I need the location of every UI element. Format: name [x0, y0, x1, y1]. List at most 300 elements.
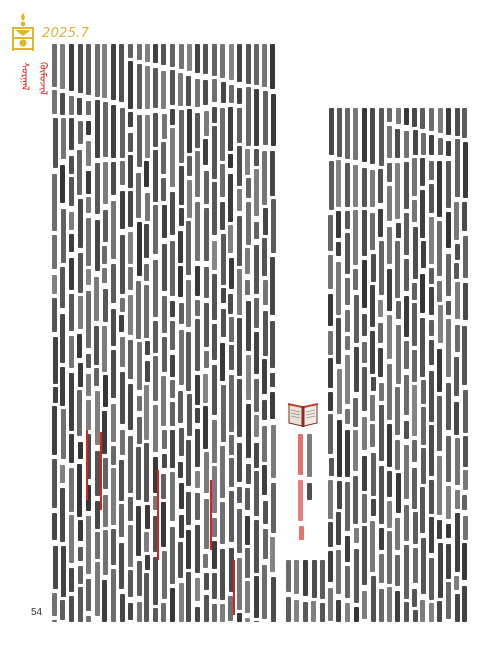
script-word: [245, 516, 250, 545]
script-word: [78, 296, 83, 329]
highlight-line: [100, 432, 102, 510]
script-word: [186, 440, 191, 486]
script-word: [78, 442, 83, 459]
script-word: [462, 543, 467, 580]
script-word: [413, 548, 418, 583]
script-word: [95, 532, 100, 559]
script-word: [420, 190, 425, 238]
script-word: [102, 326, 107, 372]
script-word: [328, 358, 333, 388]
script-word: [137, 602, 142, 622]
script-word: [69, 258, 74, 290]
script-word: [137, 561, 142, 596]
script-word: [462, 586, 467, 622]
script-word: [463, 470, 468, 490]
script-word: [354, 347, 359, 392]
script-word: [119, 460, 124, 501]
script-word: [345, 409, 350, 424]
script-word: [53, 546, 58, 589]
script-word: [86, 579, 91, 611]
script-word: [220, 549, 225, 600]
script-word: [195, 266, 200, 296]
script-word: [262, 44, 267, 87]
script-word: [286, 597, 291, 622]
script-word: [455, 244, 460, 260]
script-word: [286, 560, 291, 592]
script-word: [454, 357, 459, 396]
script-word: [69, 434, 74, 463]
script-word: [237, 216, 242, 266]
script-word: [270, 321, 275, 368]
script-word: [254, 169, 259, 216]
script-word: [86, 101, 91, 115]
script-word: [438, 305, 443, 343]
script-word: [254, 149, 259, 166]
script-word: [420, 318, 425, 377]
script-word: [270, 151, 275, 196]
script-word: [86, 171, 91, 194]
script-word: [387, 364, 392, 420]
script-word: [120, 108, 125, 158]
script-word: [178, 391, 183, 423]
script-word: [153, 321, 158, 353]
script-word: [438, 138, 443, 155]
script-word: [446, 319, 451, 377]
script-word: [312, 560, 317, 598]
script-word: [370, 331, 375, 374]
script-word: [195, 151, 200, 197]
script-word: [246, 404, 251, 458]
script-word: [362, 367, 367, 411]
script-word: [128, 570, 133, 597]
script-word: [421, 380, 426, 404]
script-word: [336, 242, 341, 256]
script-word: [429, 480, 434, 514]
script-word: [379, 108, 384, 166]
script-word: [119, 315, 124, 332]
script-word: [144, 161, 149, 187]
script-word: [370, 395, 375, 421]
script-word: [262, 151, 267, 205]
script-word: [195, 493, 200, 520]
script-word: [404, 421, 409, 439]
highlight-line: [86, 430, 88, 500]
script-word: [362, 260, 367, 308]
script-word: [220, 604, 225, 622]
script-word: [77, 390, 82, 436]
script-word: [329, 108, 334, 155]
script-word: [378, 169, 383, 203]
script-word: [454, 576, 459, 590]
script-word: [229, 44, 234, 80]
script-word: [86, 44, 91, 95]
script-word: [246, 355, 251, 400]
script-word: [229, 458, 234, 487]
script-word: [102, 268, 107, 283]
script-word: [362, 314, 367, 336]
script-word: [254, 443, 259, 468]
script-word: [271, 199, 276, 253]
script-word: [77, 150, 82, 195]
script-word: [170, 44, 175, 67]
script-word: [144, 224, 149, 258]
script-word: [103, 162, 108, 204]
script-word: [404, 213, 409, 255]
script-word: [204, 267, 209, 298]
script-word: [379, 405, 384, 461]
script-word: [86, 141, 91, 166]
script-word: [137, 396, 142, 411]
script-word: [254, 245, 259, 294]
script-word: [212, 241, 217, 270]
script-word: [412, 440, 417, 462]
script-word: [429, 517, 434, 553]
script-word: [153, 405, 158, 452]
script-word: [387, 501, 392, 528]
script-word: [387, 531, 392, 584]
script-word: [404, 259, 409, 291]
script-word: [187, 44, 192, 71]
script-word: [245, 280, 250, 295]
script-word: [144, 385, 149, 440]
script-word: [170, 241, 175, 296]
script-word: [120, 372, 125, 424]
script-word: [412, 589, 417, 607]
script-word: [455, 594, 460, 622]
script-word: [396, 473, 401, 513]
script-word: [446, 254, 451, 296]
script-word: [161, 44, 166, 65]
script-word: [187, 180, 192, 218]
script-word: [463, 436, 468, 467]
script-word: [245, 548, 250, 578]
script-word: [61, 546, 66, 597]
script-word: [404, 445, 409, 499]
script-word: [396, 325, 401, 384]
script-word: [86, 374, 91, 396]
script-word: [262, 400, 267, 420]
script-word: [237, 269, 242, 315]
script-word: [387, 227, 392, 264]
script-word: [270, 44, 275, 89]
script-word: [162, 296, 167, 333]
script-word: [254, 520, 259, 573]
script-word: [128, 603, 133, 620]
script-word: [254, 576, 259, 618]
script-word: [345, 108, 350, 159]
script-word: [228, 154, 233, 168]
script-word: [153, 205, 158, 254]
script-word: [204, 303, 209, 347]
script-word: [204, 111, 209, 136]
script-word: [345, 355, 350, 404]
script-word: [237, 108, 242, 143]
script-word: [195, 408, 200, 423]
script-word: [354, 549, 359, 603]
script-word: [195, 429, 200, 467]
script-word: [328, 522, 333, 547]
script-word: [328, 414, 333, 454]
script-word: [387, 424, 392, 467]
script-word: [412, 283, 417, 300]
script-word: [220, 202, 225, 230]
script-word: [412, 350, 417, 382]
script-word: [429, 603, 434, 622]
script-word: [128, 384, 133, 430]
script-word: [195, 607, 200, 622]
script-word: [395, 518, 400, 550]
script-word: [228, 294, 233, 314]
script-word: [270, 373, 275, 387]
section-title-text: ᠰᠤᠷᠭᠠᠯ ᠬᠦᠮᠦᠵᠢᠯ: [19, 62, 48, 96]
script-word: [379, 383, 384, 401]
script-word: [404, 505, 409, 541]
script-word: [52, 298, 57, 332]
script-word: [144, 285, 149, 338]
script-word: [379, 554, 384, 583]
script-word: [52, 235, 57, 269]
script-word: [203, 80, 208, 105]
script-word: [262, 359, 267, 394]
script-word: [86, 121, 91, 135]
script-word: [229, 317, 234, 342]
script-word: [387, 269, 392, 311]
script-word: [298, 434, 303, 475]
script-word: [420, 487, 425, 533]
script-word: [187, 156, 192, 176]
script-word: [111, 162, 116, 195]
script-word: [162, 244, 167, 291]
page-number: 54: [31, 607, 43, 618]
script-word: [60, 488, 65, 542]
script-word: [128, 155, 133, 188]
script-word: [246, 178, 251, 198]
script-word: [229, 435, 234, 455]
script-word: [186, 572, 191, 622]
script-word: [195, 375, 200, 405]
script-word: [111, 404, 116, 442]
script-word: [53, 337, 58, 384]
script-word: [345, 336, 350, 350]
script-word: [328, 551, 333, 582]
script-word: [379, 589, 384, 622]
script-word: [228, 107, 233, 151]
script-word: [387, 315, 392, 359]
script-word: [52, 275, 57, 294]
script-word: [429, 135, 434, 155]
script-word: [69, 294, 74, 331]
script-word: [153, 557, 158, 605]
script-word: [95, 163, 100, 214]
script-word: [362, 342, 367, 363]
script-word: [404, 296, 409, 337]
script-word: [371, 576, 376, 622]
script-word: [221, 309, 226, 337]
script-word: [438, 543, 443, 598]
script-word: [462, 108, 467, 138]
script-word: [362, 494, 367, 523]
script-word: [429, 340, 434, 365]
script-word: [237, 146, 242, 186]
script-word: [237, 318, 242, 376]
script-word: [178, 73, 183, 106]
script-word: [53, 387, 58, 403]
script-word: [186, 221, 191, 275]
script-word: [153, 113, 158, 147]
script-word: [387, 108, 392, 122]
script-word: [52, 620, 57, 622]
script-word: [78, 253, 83, 293]
script-word: [186, 332, 191, 391]
script-word: [161, 71, 166, 109]
script-word: [111, 529, 116, 565]
script-word: [178, 462, 183, 478]
highlight-line: [157, 470, 159, 560]
script-word: [136, 447, 141, 500]
script-word: [203, 44, 208, 74]
script-word: [78, 520, 83, 541]
script-word: [446, 544, 451, 579]
script-word: [52, 593, 57, 616]
script-word: [429, 184, 434, 213]
script-word: [111, 105, 116, 158]
script-word: [195, 44, 200, 73]
script-word: [212, 274, 217, 320]
script-word: [69, 96, 74, 115]
script-word: [145, 505, 150, 529]
script-word: [179, 483, 184, 509]
script-word: [69, 118, 74, 150]
script-word: [78, 363, 83, 387]
script-word: [237, 189, 242, 211]
script-word: [462, 495, 467, 510]
script-word: [78, 587, 83, 622]
script-word: [420, 600, 425, 622]
script-word: [463, 142, 468, 198]
script-word: [103, 289, 108, 322]
script-word: [246, 87, 251, 146]
script-word: [228, 225, 233, 253]
script-word: [161, 178, 166, 201]
script-word: [103, 210, 108, 242]
script-word: [203, 554, 208, 568]
script-word: [353, 108, 358, 160]
script-word: [195, 578, 200, 601]
script-word: [212, 466, 217, 513]
script-word: [362, 108, 367, 162]
script-word: [421, 538, 426, 594]
script-word: [144, 443, 149, 502]
script-word: [52, 459, 57, 508]
script-word: [128, 267, 133, 290]
script-word: [237, 509, 242, 553]
script-word: [337, 369, 342, 414]
script-word: [78, 121, 83, 144]
script-word: [69, 568, 74, 592]
script-word: [362, 456, 367, 491]
script-word: [254, 471, 259, 516]
script-word: [136, 173, 141, 218]
script-word: [336, 160, 341, 207]
script-word: [463, 516, 468, 540]
script-word: [162, 454, 167, 468]
script-word: [120, 337, 125, 367]
script-word: [387, 126, 392, 158]
script-word: [86, 269, 91, 285]
script-word: [52, 406, 57, 455]
script-word: [237, 558, 242, 610]
issue-label: 2025.7: [42, 26, 90, 41]
script-word: [254, 298, 259, 328]
script-word: [246, 44, 251, 84]
script-word: [60, 367, 65, 406]
script-word: [170, 321, 175, 350]
script-word: [353, 430, 358, 471]
script-word: [162, 114, 167, 139]
script-word: [404, 162, 409, 209]
script-word: [153, 608, 158, 622]
script-word: [86, 516, 91, 574]
script-word: [195, 79, 200, 107]
script-word: [78, 44, 83, 93]
script-word: [337, 108, 342, 157]
script-word: [345, 430, 350, 477]
script-word: [263, 91, 268, 145]
script-word: [353, 269, 358, 290]
script-word: [60, 267, 65, 308]
script-word: [446, 301, 451, 315]
script-word: [95, 100, 100, 158]
script-word: [446, 161, 451, 208]
script-word: [186, 280, 191, 327]
script-word: [328, 392, 333, 411]
script-word: [446, 383, 451, 430]
script-word: [412, 468, 417, 509]
script-word: [237, 44, 242, 82]
script-word: [412, 385, 417, 436]
script-word: [179, 166, 184, 205]
script-word: [161, 502, 166, 547]
script-word: [455, 139, 460, 197]
script-word: [298, 480, 303, 521]
script-word: [294, 560, 299, 594]
script-word: [421, 241, 426, 268]
script-word: [69, 156, 74, 174]
script-word: [128, 44, 133, 58]
script-word: [337, 420, 342, 477]
script-word: [195, 471, 200, 488]
script-word: [203, 139, 208, 165]
script-word: [60, 44, 65, 89]
script-word: [136, 506, 141, 556]
script-word: [329, 161, 334, 210]
script-word: [170, 70, 175, 105]
script-word: [271, 483, 276, 533]
script-word: [179, 208, 184, 226]
script-word: [60, 465, 65, 483]
script-word: [179, 515, 184, 538]
script-word: [145, 555, 150, 570]
script-word: [179, 303, 184, 324]
script-word: [378, 209, 383, 237]
script-word: [187, 109, 192, 153]
script-word: [120, 235, 125, 294]
script-word: [337, 481, 342, 509]
script-word: [77, 334, 82, 358]
script-word: [212, 44, 217, 76]
script-word: [170, 109, 175, 125]
script-word: [254, 222, 259, 239]
